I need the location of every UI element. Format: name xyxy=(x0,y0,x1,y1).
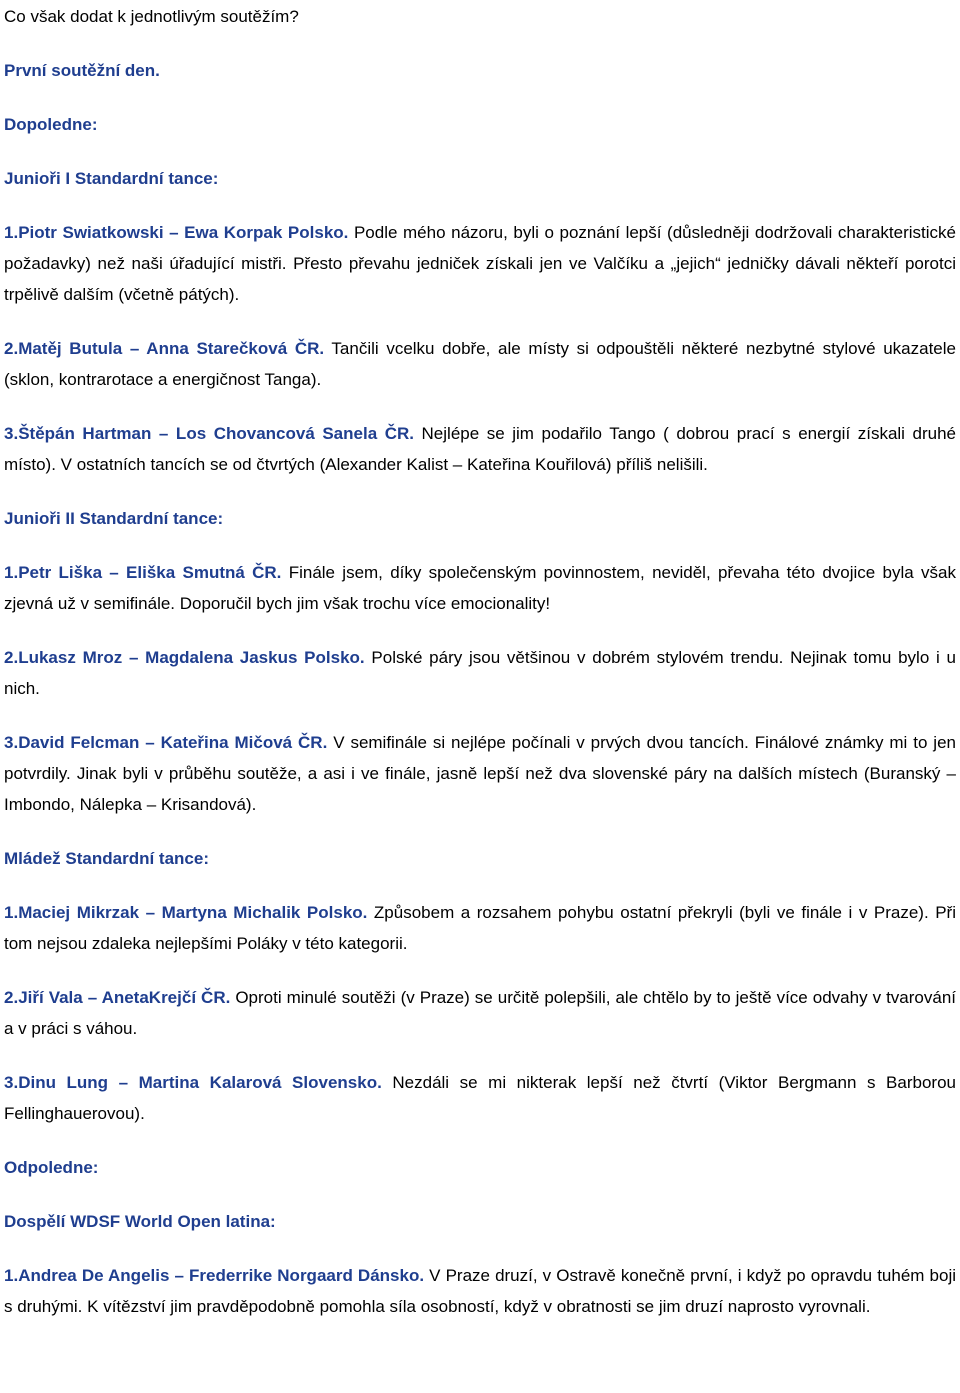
entry-comment: Způsobem a rozsahem pohybu ostatní překryli (byli ve finále i v Praze). Při tom nejsou zdaleka nejlepšími Poláky v této kategorii. xyxy=(4,903,956,953)
entry-comment: Oproti minulé soutěži (v Praze) se určitě polepšili, ale chtělo by to ještě více odvahy v tvarování a v práci s váhou. xyxy=(4,988,956,1038)
result-entry xyxy=(4,897,956,959)
document-page xyxy=(4,0,956,1322)
entry-rank: 3. xyxy=(4,733,19,752)
entry-pair: Maciej Mikrzak – Martyna Michalik Polsko. xyxy=(18,903,368,922)
entry-comment: Finále jsem, díky společenským povinnostem, neviděl, převaha této dvojice byla však zjevná už v semifinále. Doporučil bych jim však trochu více emocionality! xyxy=(4,563,956,613)
intro-question: Co však dodat k jednotlivým soutěžím? xyxy=(4,7,299,26)
entry-rank: 1. xyxy=(4,563,19,582)
entry-pair: Štěpán Hartman – Los Chovancová Sanela ČR. xyxy=(18,424,414,443)
section-title-youth: Mládež Standardní tance: xyxy=(4,849,209,868)
entry-pair: Piotr Swiatkowski – Ewa Korpak Polsko. xyxy=(18,223,349,242)
result-entry xyxy=(4,333,956,395)
section-title-junior-1: Junioři I Standardní tance: xyxy=(4,169,219,188)
result-entry xyxy=(4,727,956,820)
entry-comment: Podle mého názoru, byli o poznání lepší (důsledněji dodržovali charakteristické požadavky) než naši úřadující mistři. Přesto převahu jedniček získali jen ve Valčíku a „jejich“ jedničky dávali někteří porotci trpělivě dalším (včetně pátých). xyxy=(4,223,956,304)
section-title-junior-2: Junioři II Standardní tance: xyxy=(4,509,224,528)
entry-pair: Jiří Vala – AnetaKrejčí ČR. xyxy=(18,988,231,1007)
entry-rank: 2. xyxy=(4,988,19,1007)
entry-pair: Petr Liška – Eliška Smutná ČR. xyxy=(18,563,282,582)
result-entry xyxy=(4,642,956,704)
entry-rank: 3. xyxy=(4,424,19,443)
result-entry xyxy=(4,982,956,1044)
result-entry xyxy=(4,1067,956,1129)
entry-rank: 2. xyxy=(4,648,19,667)
entry-pair: Andrea De Angelis – Frederrike Norgaard Dánsko. xyxy=(18,1266,425,1285)
day-title: První soutěžní den. xyxy=(4,61,160,80)
entry-pair: Dinu Lung – Martina Kalarová Slovensko. xyxy=(18,1073,382,1092)
afternoon-heading: Odpoledne: xyxy=(4,1158,99,1177)
entry-comment: Nejlépe se jim podařilo Tango ( dobrou prací s energií získali druhé místo). V ostatních tancích se od čtvrtých (Alexander Kalist – Kateřina Kouřilová) příliš nelišili. xyxy=(4,424,956,474)
result-entry xyxy=(4,1260,956,1322)
result-entry xyxy=(4,418,956,480)
entry-rank: 1. xyxy=(4,223,19,242)
entry-comment: Nezdáli se mi nikterak lepší než čtvrtí (Viktor Bergmann s Barborou Fellinghauerovou). xyxy=(4,1073,956,1123)
entry-comment: V semifinále si nejlépe počínali v prvých dvou tancích. Finálové známky mi to jen potvrdily. Jinak byli v průběhu soutěže, a asi i ve finále, jasně lepší než dva slovenské páry na dalších místech (Buranský – Imbondo, Nálepka – Krisandová). xyxy=(4,733,956,814)
result-entry xyxy=(4,557,956,619)
entry-rank: 3. xyxy=(4,1073,19,1092)
entry-comment: Tančili vcelku dobře, ale místy si odpouštěli některé nezbytné stylové ukazatele (sklon, kontrarotace a energičnost Tanga). xyxy=(4,339,956,389)
entry-pair: Lukasz Mroz – Magdalena Jaskus Polsko. xyxy=(18,648,365,667)
entry-rank: 1. xyxy=(4,1266,19,1285)
entry-comment: V Praze druzí, v Ostravě konečně první, i když po opravdu tuhém boji s druhými. K vítězství jim pravděpodobně pomohla síla osobností, když v obratnosti se jim druzí naprosto vyrovnali. xyxy=(4,1266,956,1316)
morning-heading: Dopoledne: xyxy=(4,115,98,134)
result-entry xyxy=(4,217,956,310)
entry-pair: Matěj Butula – Anna Starečková ČR. xyxy=(18,339,325,358)
section-title-adults-latin: Dospělí WDSF World Open latina: xyxy=(4,1212,276,1231)
entry-comment: Polské páry jsou většinou v dobrém stylovém trendu. Nejinak tomu bylo i u nich. xyxy=(4,648,957,698)
entry-rank: 1. xyxy=(4,903,19,922)
entry-rank: 2. xyxy=(4,339,19,358)
entry-pair: David Felcman – Kateřina Mičová ČR. xyxy=(18,733,328,752)
